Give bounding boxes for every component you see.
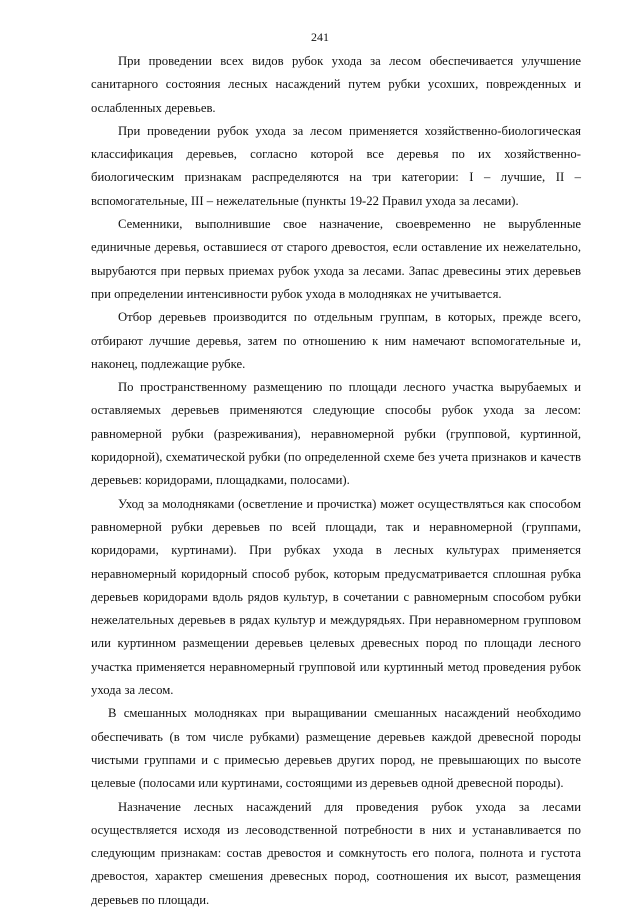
text-body: [91, 50, 581, 912]
paragraph-sanitary-state: При проведении всех видов рубок ухода за лесом обеспечивается улучшение санитарного состояния лесных насаждений путем рубки усохших, поврежденных и ослабленных деревьев.: [91, 54, 581, 115]
paragraph-stand-assignment: Назначение лесных насаждений для проведения рубок ухода за лесами осуществляется исходя из лесоводственной потребности в них и устанавливается по следующим признакам: состав древостоя и сомкнутость его полога, полнота и густота древостоя, характер смешения древесных пород, соотношения их высот, размещения деревьев по площади.: [91, 799, 581, 907]
paragraph-thinning-methods: По пространственному размещению по площади лесного участка вырубаемых и оставляемых деревьев применяются следующие способы рубок ухода за лесом: равномерной рубки (разреживания), неравномерной рубки (групповой, куртинной, коридорной), схематической рубки (по определенной схеме без учета признаков и качеств деревьев: коридорами, площадками, полосами).: [91, 380, 581, 488]
paragraph-mixed-stands: В смешанных молодняках при выращивании смешанных насаждений необходимо обеспечивать (в том числе рубками) размещение деревьев каждой древесной породы чистыми группами и с примесью деревьев других пород, не превышающих по высоте целевые (полосами или куртинами, состоящими из деревьев одной древесной породы).: [91, 706, 581, 791]
paragraph-tree-classification: При проведении рубок ухода за лесом применяется хозяйственно-биологическая классификация деревьев, согласно которой все деревья по их хозяйственно-биологическим признакам распределяются на три категории: I – лучшие, II – вспомогательные, III – нежелательные (пункты 19-22 Правил ухода за лесами).: [91, 123, 581, 208]
page-number: 241: [311, 30, 329, 44]
paragraph-seed-trees: Семенники, выполнившие свое назначение, своевременно не вырубленные единичные деревья, оставшиеся от старого древостоя, если оставление их нежелательно, вырубаются при первых приемах рубок ухода за лесами. Запас древесины этих деревьев при определении интенсивности рубок ухода в молодняках не учитывается.: [91, 217, 581, 301]
paragraph-young-stand-care: Уход за молодняками (осветление и прочистка) может осуществляться как способом равномерной рубки деревьев по всей площади, так и неравномерной (группами, коридорами, куртинами). При рубках ухода в лесных культурах применяется неравномерный коридорный способ рубок, которым предусматривается сплошная рубка деревьев коридорами вдоль рядов культур, в сочетании с равномерным способом рубки нежелательных деревьев в рядах культур и междурядьях. При неравномерном групповом или куртинном размещении деревьев целевых древесных пород по площади лесного участка применяется неравномерный групповой или куртинный метод проведения рубок ухода за лесом.: [91, 496, 581, 698]
paragraph-tree-selection: Отбор деревьев производится по отдельным группам, в которых, прежде всего, отбирают лучшие деревья, затем по отношению к ним намечают вспомогательные и, наконец, подлежащие рубке.: [91, 310, 581, 371]
